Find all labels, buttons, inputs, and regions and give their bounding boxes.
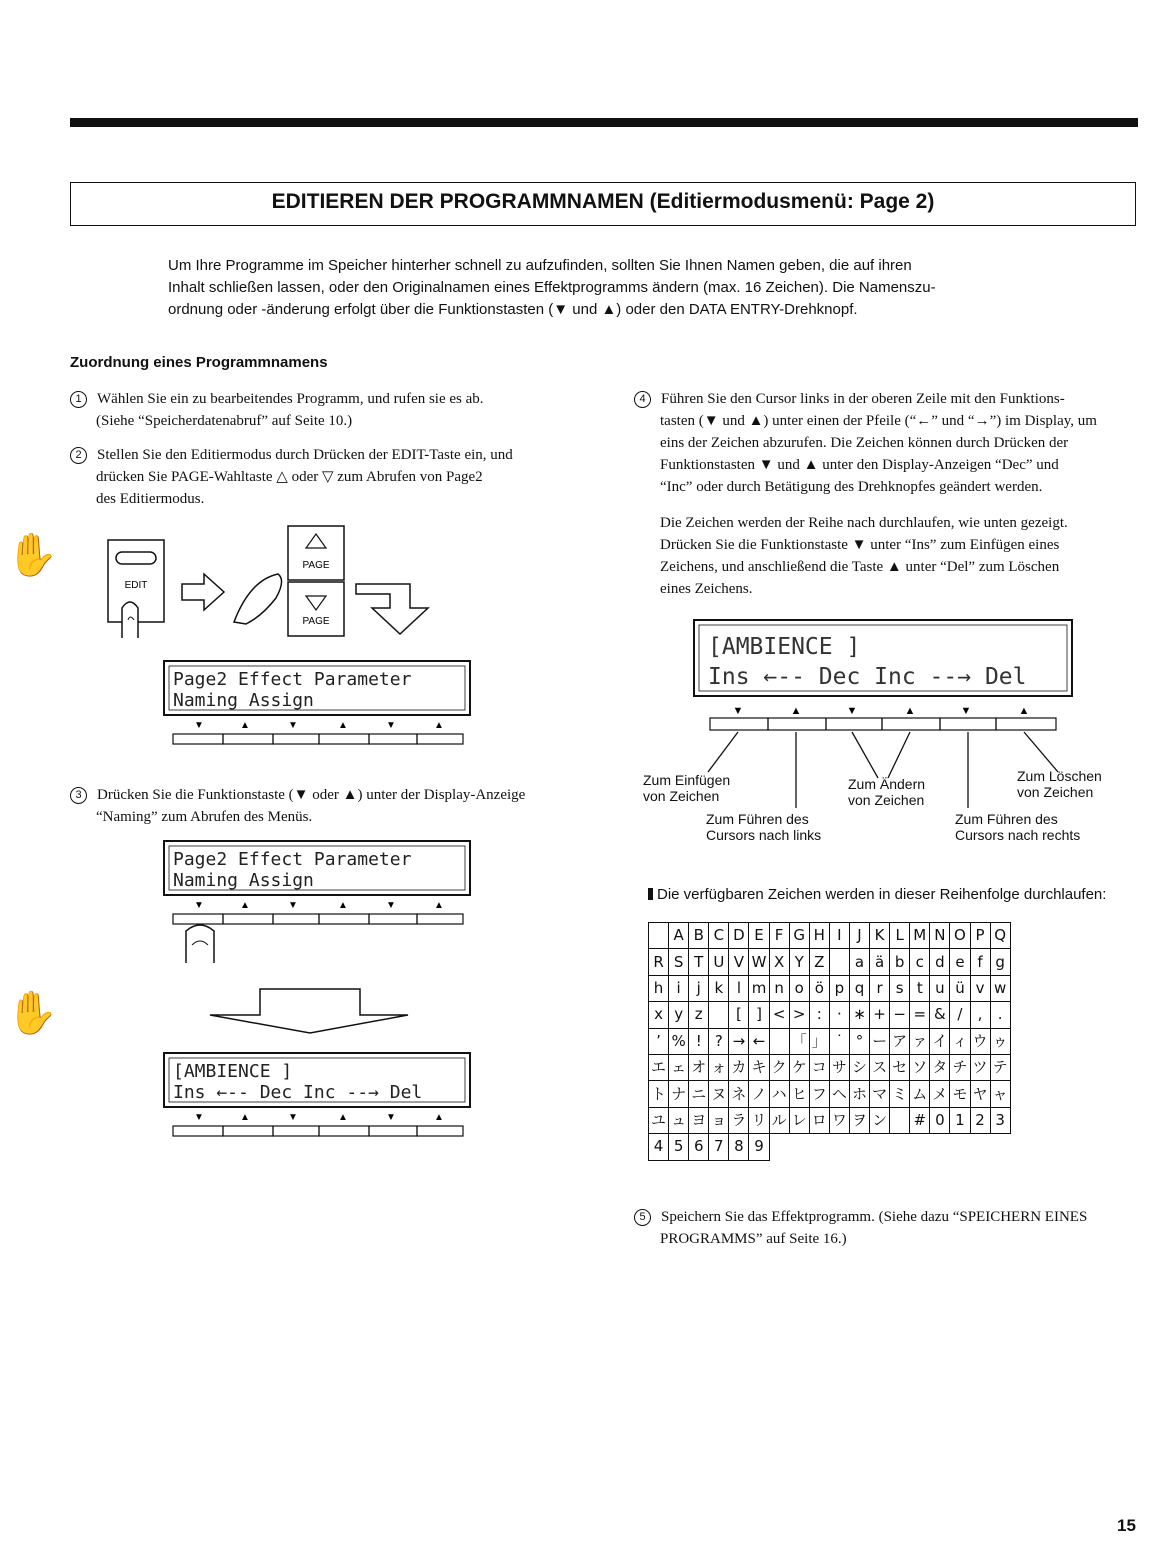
charset-empty (990, 1134, 1010, 1160)
step-number: 3 (70, 787, 87, 804)
charset-cell: キ (749, 1054, 769, 1080)
charset-cell: ヘ (829, 1081, 849, 1107)
charset-cell: , (970, 1002, 990, 1028)
charset-cell: 1 (950, 1107, 970, 1133)
charset-empty (890, 1134, 910, 1160)
page-down-key-icon (288, 582, 344, 636)
charset-cell: ア (890, 1028, 910, 1054)
step-text: eins der Zeichen abzurufen. Die Zeichen können durch Drücken der (660, 435, 1069, 451)
key-mark: ▲ (338, 900, 348, 911)
margin-hand-icon: ✋ (6, 988, 59, 1037)
arrow-right-icon (182, 574, 224, 610)
charset-cell: 5 (669, 1134, 689, 1160)
charset-cell: ノ (749, 1081, 769, 1107)
step-text: “Naming” zum Abrufen des Menüs. (96, 809, 313, 825)
charset-cell: ナ (669, 1081, 689, 1107)
charset-cell: > (789, 1002, 809, 1028)
charset-cell: ミ (890, 1081, 910, 1107)
callout-right (955, 811, 1080, 843)
charset-cell: M (910, 923, 930, 949)
charset-cell: / (950, 1002, 970, 1028)
arrow-down-icon (210, 989, 408, 1033)
callout-change (848, 776, 925, 808)
charset-cell: = (910, 1002, 930, 1028)
step-number: 4 (634, 391, 651, 408)
charset-cell: チ (950, 1054, 970, 1080)
intro-paragraph (168, 255, 1048, 321)
key-mark: ▼ (846, 705, 858, 717)
charset-cell: ワ (829, 1107, 849, 1133)
charset-cell: u (930, 975, 950, 1001)
step-1 (70, 388, 484, 432)
key-mark: ▼ (386, 1112, 396, 1123)
lcd-display-page2 (163, 660, 473, 746)
callout-text: Zum Führen des (955, 811, 1058, 827)
charset-cell: I (829, 923, 849, 949)
page-up-label: PAGE (302, 560, 330, 571)
charset-cell: D (729, 923, 749, 949)
key-mark: ▲ (338, 720, 348, 731)
charset-empty (849, 1134, 869, 1160)
callout-left (706, 811, 821, 843)
charset-cell: [ (729, 1002, 749, 1028)
charset-cell: · (829, 1002, 849, 1028)
lcd-line-1: Page2 Effect Parameter (173, 669, 412, 690)
step-4-continued (660, 512, 1068, 600)
charset-cell: m (749, 975, 769, 1001)
callout-delete (1017, 768, 1102, 800)
charset-cell: 「 (789, 1028, 809, 1054)
function-keys (173, 734, 463, 744)
lcd-line-2: Naming Assign (173, 690, 314, 711)
finger-icon (186, 925, 214, 963)
function-key-marks (733, 705, 1030, 717)
charset-cell: ヌ (709, 1081, 729, 1107)
page-title: EDITIEREN DER PROGRAMMNAMEN (Editiermodusmenü: Page 2) (271, 190, 935, 213)
charset-cell: 6 (689, 1134, 709, 1160)
charset-cell: j (689, 975, 709, 1001)
callout-text: von Zeichen (1017, 784, 1094, 800)
section-heading: Zuordnung eines Programmnamens (70, 354, 328, 371)
key-mark: ▼ (288, 720, 298, 731)
step-4 (634, 388, 1097, 498)
key-mark: ▲ (434, 720, 444, 731)
charset-cell: 7 (709, 1134, 729, 1160)
charset-cell: A (669, 923, 689, 949)
charset-cell: P (970, 923, 990, 949)
charset-empty (930, 1134, 950, 1160)
charset-cell: : (809, 1002, 829, 1028)
charset-cell: o (789, 975, 809, 1001)
charset-cell: 2 (970, 1107, 990, 1133)
charset-cell (649, 923, 669, 949)
key-mark: ▲ (240, 720, 250, 731)
top-rule (70, 118, 1138, 127)
charset-cell: ü (950, 975, 970, 1001)
charset-cell: O (950, 923, 970, 949)
charset-table (648, 922, 1011, 1161)
edit-key-icon (108, 540, 164, 638)
charset-cell: ヒ (789, 1081, 809, 1107)
charset-empty (910, 1134, 930, 1160)
charset-cell: ホ (849, 1081, 869, 1107)
charset-cell: J (849, 923, 869, 949)
step-text: PROGRAMMS” auf Seite 16.) (660, 1231, 847, 1247)
charset-cell: ハ (769, 1081, 789, 1107)
charset-cell: S (669, 949, 689, 975)
charset-cell: U (709, 949, 729, 975)
charset-row (649, 1054, 1011, 1080)
charset-cell: F (769, 923, 789, 949)
charset-row (649, 1081, 1011, 1107)
edit-key-label: EDIT (124, 580, 148, 591)
charset-cell: w (990, 975, 1010, 1001)
key-mark: ▲ (434, 1112, 444, 1123)
charset-cell: X (769, 949, 789, 975)
key-mark: ▲ (904, 705, 916, 717)
charset-cell: ー (870, 1028, 890, 1054)
charset-cell: ィ (950, 1028, 970, 1054)
charset-cell: ン (870, 1107, 890, 1133)
page-up-key-icon (288, 526, 344, 580)
charset-cell: a (849, 949, 869, 975)
key-mark: ▲ (790, 705, 802, 717)
charset-cell: ネ (729, 1081, 749, 1107)
charset-cell: ] (749, 1002, 769, 1028)
lcd-line-1: [AMBIENCE ] (708, 634, 861, 660)
charset-cell: ロ (809, 1107, 829, 1133)
charset-cell: モ (950, 1081, 970, 1107)
function-key-marks (194, 1112, 444, 1123)
function-key-marks (194, 900, 444, 911)
step-text: Funktionstasten ▼ und ▲ unter den Display-Anzeigen “Dec” und (660, 457, 1059, 473)
charset-cell: ˙ (829, 1028, 849, 1054)
charset-cell: シ (849, 1054, 869, 1080)
charset-cell: t (910, 975, 930, 1001)
charset-heading-text: Die verfügbaren Zeichen werden in dieser Reihenfolge durchlaufen: (657, 886, 1107, 903)
key-mark: ▼ (732, 705, 744, 717)
charset-cell: n (769, 975, 789, 1001)
step-number: 5 (634, 1209, 651, 1226)
charset-cell: % (669, 1028, 689, 1054)
charset-cell: N (930, 923, 950, 949)
step-number: 1 (70, 391, 87, 408)
callout-text: von Zeichen (848, 792, 925, 808)
key-mark: ▼ (386, 900, 396, 911)
charset-cell: ゥ (990, 1028, 1010, 1054)
charset-cell: r (870, 975, 890, 1001)
charset-cell: ヲ (849, 1107, 869, 1133)
charset-cell: l (729, 975, 749, 1001)
charset-cell: + (870, 1002, 890, 1028)
charset-cell: E (749, 923, 769, 949)
finger-icon (234, 574, 282, 624)
charset-heading (648, 886, 1106, 903)
charset-cell: サ (829, 1054, 849, 1080)
charset-cell: レ (789, 1107, 809, 1133)
charset-cell: リ (749, 1107, 769, 1133)
charset-cell (890, 1107, 910, 1133)
charset-cell: C (709, 923, 729, 949)
step-text: Drücken Sie die Funktionstaste ▼ unter “Ins” zum Einfügen eines (660, 537, 1060, 553)
lcd-line-2: Naming Assign (173, 870, 314, 891)
step-text: Die Zeichen werden der Reihe nach durchlaufen, wie unten gezeigt. (660, 515, 1068, 531)
charset-cell: コ (809, 1054, 829, 1080)
page-number: 15 (1117, 1516, 1136, 1535)
charset-cell: ァ (910, 1028, 930, 1054)
charset-cell: V (729, 949, 749, 975)
charset-empty (970, 1134, 990, 1160)
key-mark: ▼ (960, 705, 972, 717)
charset-cell: L (890, 923, 910, 949)
charset-cell: v (970, 975, 990, 1001)
charset-cell: フ (809, 1081, 829, 1107)
charset-cell: i (669, 975, 689, 1001)
margin-hand-icon: ✋ (6, 530, 59, 579)
press-illustration (170, 915, 420, 1035)
charset-cell: ! (689, 1028, 709, 1054)
step-text: Drücken Sie die Funktionstaste (▼ oder ▲) unter der Display-Anzeige (97, 787, 526, 803)
charset-cell: z (689, 1002, 709, 1028)
bullet-icon (648, 888, 653, 900)
charset-empty (789, 1134, 809, 1160)
charset-cell: B (689, 923, 709, 949)
charset-cell: Y (789, 949, 809, 975)
charset-cell: # (910, 1107, 930, 1133)
callout-text: Cursors nach rechts (955, 827, 1081, 843)
function-keys (710, 718, 1056, 730)
charset-cell: ? (709, 1028, 729, 1054)
charset-cell: 」 (809, 1028, 829, 1054)
charset-empty (950, 1134, 970, 1160)
step-text: (Siehe “Speicherdatenabruf” auf Seite 10.) (96, 413, 353, 429)
charset-cell: ク (769, 1054, 789, 1080)
charset-cell: ä (870, 949, 890, 975)
charset-cell: k (709, 975, 729, 1001)
charset-cell: ヤ (970, 1081, 990, 1107)
charset-cell: c (910, 949, 930, 975)
key-mark: ▼ (194, 720, 204, 731)
charset-cell: ツ (970, 1054, 990, 1080)
charset-cell: ニ (689, 1081, 709, 1107)
charset-empty (870, 1134, 890, 1160)
charset-cell: ォ (709, 1054, 729, 1080)
step-5 (634, 1206, 1087, 1250)
callout-text: Zum Führen des (706, 811, 809, 827)
charset-cell: ス (870, 1054, 890, 1080)
charset-cell: ト (649, 1081, 669, 1107)
charset-cell: テ (990, 1054, 1010, 1080)
page-down-label: PAGE (302, 616, 330, 627)
charset-empty (829, 1134, 849, 1160)
button-illustration (100, 520, 440, 660)
charset-cell: イ (930, 1028, 950, 1054)
charset-cell: T (689, 949, 709, 975)
callout-insert (643, 772, 730, 804)
charset-cell: ラ (729, 1107, 749, 1133)
charset-row (649, 1107, 1011, 1133)
callout-text: Zum Ändern (848, 776, 926, 792)
charset-cell: ∗ (849, 1002, 869, 1028)
charset-cell: タ (930, 1054, 950, 1080)
charset-cell (769, 1028, 789, 1054)
charset-cell: . (990, 1002, 1010, 1028)
key-mark: ▼ (194, 1112, 204, 1123)
charset-cell: ュ (669, 1107, 689, 1133)
charset-cell: Z (809, 949, 829, 975)
charset-cell: 4 (649, 1134, 669, 1160)
charset-cell: ヨ (689, 1107, 709, 1133)
step-number: 2 (70, 447, 87, 464)
key-mark: ▼ (386, 720, 396, 731)
charset-cell: 8 (729, 1134, 749, 1160)
charset-cell: ケ (789, 1054, 809, 1080)
charset-cell: エ (649, 1054, 669, 1080)
step-text: tasten (▼ und ▲) unter einen der Pfeile (“←” und “→”) im Display, um (660, 413, 1097, 429)
intro-line: Um Ihre Programme im Speicher hinterher schnell zu aufzufinden, sollten Sie Ihnen Namen geben, die auf ihren (168, 257, 912, 274)
callout-text: Zum Einfügen (643, 772, 731, 788)
charset-cell: f (970, 949, 990, 975)
lcd-display-naming (163, 1052, 473, 1138)
key-mark: ▲ (338, 1112, 348, 1123)
charset-cell: H (809, 923, 829, 949)
charset-cell: ム (910, 1081, 930, 1107)
key-mark: ▲ (1018, 705, 1030, 717)
step-text: drücken Sie PAGE-Wahltaste △ oder ▽ zum Abrufen von Page2 (96, 469, 483, 485)
step-text: des Editiermodus. (96, 491, 205, 507)
charset-row (649, 949, 1011, 975)
charset-cell: オ (689, 1054, 709, 1080)
charset-row (649, 1002, 1011, 1028)
function-keys (173, 1126, 463, 1136)
step-text: Wählen Sie ein zu bearbeitendes Programm, und rufen sie es ab. (97, 391, 484, 407)
step-text: Zeichens, und anschließend die Taste ▲ unter “Del” zum Löschen (660, 559, 1060, 575)
charset-cell: R (649, 949, 669, 975)
key-mark: ▲ (240, 900, 250, 911)
callout-text: Zum Löschen (1017, 768, 1102, 784)
lcd-line-1: Page2 Effect Parameter (173, 849, 412, 870)
charset-cell: 0 (930, 1107, 950, 1133)
charset-cell: ウ (970, 1028, 990, 1054)
charset-cell: q (849, 975, 869, 1001)
charset-cell: Q (990, 923, 1010, 949)
charset-cell: 9 (749, 1134, 769, 1160)
lcd-line-2: Ins ←-- Dec Inc --→ Del (708, 664, 1027, 690)
intro-line: ordnung oder -änderung erfolgt über die Funktionstasten (▼ und ▲) oder den DATA ENTRY-Drehknopf. (168, 301, 858, 318)
charset-empty (809, 1134, 829, 1160)
charset-cell: セ (890, 1054, 910, 1080)
charset-row (649, 1028, 1011, 1054)
step-text: eines Zeichens. (660, 581, 753, 597)
charset-cell: < (769, 1002, 789, 1028)
key-mark: ▼ (194, 900, 204, 911)
charset-cell: y (669, 1002, 689, 1028)
charset-cell: p (829, 975, 849, 1001)
charset-cell: W (749, 949, 769, 975)
charset-row (649, 975, 1011, 1001)
key-mark: ▲ (434, 900, 444, 911)
charset-cell: ル (769, 1107, 789, 1133)
step-text: Führen Sie den Cursor links in der oberen Zeile mit den Funktions- (661, 391, 1065, 407)
charset-cell: ← (749, 1028, 769, 1054)
callout-text: Cursors nach links (706, 827, 822, 843)
charset-row (649, 923, 1011, 949)
charset-cell: ’ (649, 1028, 669, 1054)
step-text: “Inc” oder durch Betätigung des Drehknopfes geändert werden. (660, 479, 1043, 495)
charset-cell: 3 (990, 1107, 1010, 1133)
lcd-display-page2-select (163, 840, 473, 926)
charset-cell: h (649, 975, 669, 1001)
charset-cell: b (890, 949, 910, 975)
charset-cell: x (649, 1002, 669, 1028)
charset-cell: ソ (910, 1054, 930, 1080)
charset-cell: ョ (709, 1107, 729, 1133)
charset-cell: G (789, 923, 809, 949)
callout-text: von Zeichen (643, 788, 720, 804)
charset-cell: → (729, 1028, 749, 1054)
charset-cell: d (930, 949, 950, 975)
key-mark: ▼ (288, 900, 298, 911)
step-2 (70, 444, 513, 510)
charset-empty (769, 1134, 789, 1160)
function-key-marks (194, 720, 444, 731)
charset-cell (829, 949, 849, 975)
charset-cell: ユ (649, 1107, 669, 1133)
step-text: Stellen Sie den Editiermodus durch Drücken der EDIT-Taste ein, und (97, 447, 513, 463)
charset-cell: s (890, 975, 910, 1001)
charset-cell: ャ (990, 1081, 1010, 1107)
charset-cell: & (930, 1002, 950, 1028)
charset-cell (709, 1002, 729, 1028)
charset-cell: ° (849, 1028, 869, 1054)
charset-cell: K (870, 923, 890, 949)
key-mark: ▲ (240, 1112, 250, 1123)
charset-cell: メ (930, 1081, 950, 1107)
charset-cell: ö (809, 975, 829, 1001)
charset-cell: マ (870, 1081, 890, 1107)
charset-cell: − (890, 1002, 910, 1028)
step-3 (70, 784, 525, 828)
lcd-line-2: Ins ←-- Dec Inc --→ Del (173, 1082, 423, 1103)
lcd-line-1: [AMBIENCE ] (173, 1061, 293, 1082)
step-text: Speichern Sie das Effektprogramm. (Siehe dazu “SPEICHERN EINES (661, 1209, 1088, 1225)
charset-row (649, 1134, 1011, 1160)
charset-cell: ェ (669, 1054, 689, 1080)
arrow-down-icon (356, 584, 428, 634)
key-mark: ▼ (288, 1112, 298, 1123)
charset-cell: g (990, 949, 1010, 975)
intro-line: Inhalt schließen lassen, oder den Originalnamen eines Effektprogramms ändern (max. 16 Zeichen). Die Namenszu- (168, 279, 936, 296)
charset-cell: e (950, 949, 970, 975)
charset-cell: カ (729, 1054, 749, 1080)
